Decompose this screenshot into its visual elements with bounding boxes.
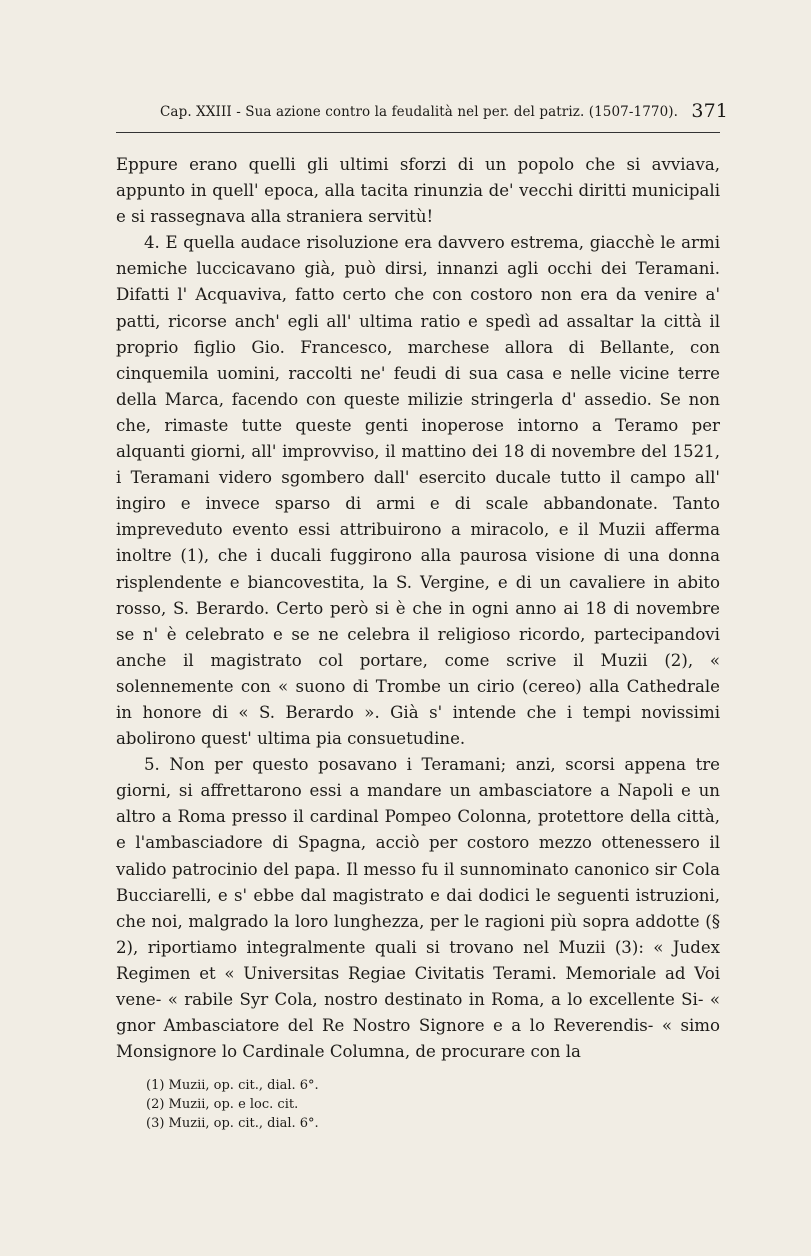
running-title: Cap. XXIII - Sua azione contro la feudalità nel per. del patriz. (1507-1770). <box>160 104 679 120</box>
paragraph-3: 5. Non per questo posavano i Teramani; anzi, scorsi appena tre giorni, si affrettarono essi a mandare un ambasciatore a Napoli e un altro a Roma presso il cardinal Pompeo Colonna, protettore della città, e l'ambasciadore di Spagna, acciò per costoro mezzo ottenessero il valido patrocinio del papa. Il messo fu il sunnominato canonico sir Cola Bucciarelli, e s' ebbe dal magistrato e dai dodici le seguenti istruzioni, che noi, malgrado la loro lunghezza, per le ragioni più sopra addotte (§ 2), riportiamo integralmente quali si trovano nel Muzii (3): « Judex Regimen et « Universitas Regiae Civitatis Terami. Memoriale ad Voi vene- « rabile Syr Cola, nostro destinato in Roma, a lo excellente Si- « gnor Ambasciatore del Re Nostro Signore e a lo Reverendis- « simo Monsignore lo Cardinale Columna, de procurare con la <box>116 755 720 1062</box>
footnotes <box>146 1076 319 1133</box>
running-header <box>160 100 728 122</box>
header-rule <box>116 132 720 133</box>
footnote-2: (2) Muzii, op. e loc. cit. <box>146 1097 299 1112</box>
footnote-1: (1) Muzii, op. cit., dial. 6°. <box>146 1078 319 1093</box>
main-text <box>116 152 720 1065</box>
paragraph-1: Eppure erano quelli gli ultimi sforzi di un popolo che si avviava, appunto in quell' epoca, alla tacita rinunzia de' vecchi diritti municipali e si rassegnava alla straniera servitù! <box>116 155 720 227</box>
paragraph-2: 4. E quella audace risoluzione era davvero estrema, giacchè le armi nemiche luccicavano già, può dirsi, innanzi agli occhi dei Teramani. Difatti l' Acquaviva, fatto certo che con costoro non era da venire a' patti, ricorse anch' egli all' ultima ratio e spedì ad assaltar la città il proprio figlio Gio. Francesco, marchese allora di Bellante, con cinquemila uomini, raccolti ne' feudi di sua casa e nelle vicine terre della Marca, facendo con queste milizie stringerla d' assedio. Se non che, rimaste tutte queste genti inoperose intorno a Teramo per alquanti giorni, all' improvviso, il mattino dei 18 di novembre del 1521, i Teramani videro sgombero dall' esercito ducale tutto il campo all' ingiro e invece sparso di armi e di scale abbandonate. Tanto impreveduto evento essi attribuirono a miracolo, e il Muzii afferma inoltre (1), che i ducali fuggirono alla paurosa visione di una donna risplendente e biancovestita, la S. Vergine, e di un cavaliere in abito rosso, S. Berardo. Certo però si è che in ogni anno ai 18 di novembre se n' è celebrato e se ne celebra il religioso ricordo, partecipandovi anche il magistrato col portare, come scrive il Muzii (2), « solennemente con « suono di Trombe un cirio (cereo) alla Cathedrale in honore di « S. Berardo ». Già s' intende che i tempi novissimi abolirono quest' ultima pia consuetudine. <box>116 233 720 749</box>
footnote-3: (3) Muzii, op. cit., dial. 6°. <box>146 1116 319 1131</box>
page-number: 371 <box>691 100 728 122</box>
